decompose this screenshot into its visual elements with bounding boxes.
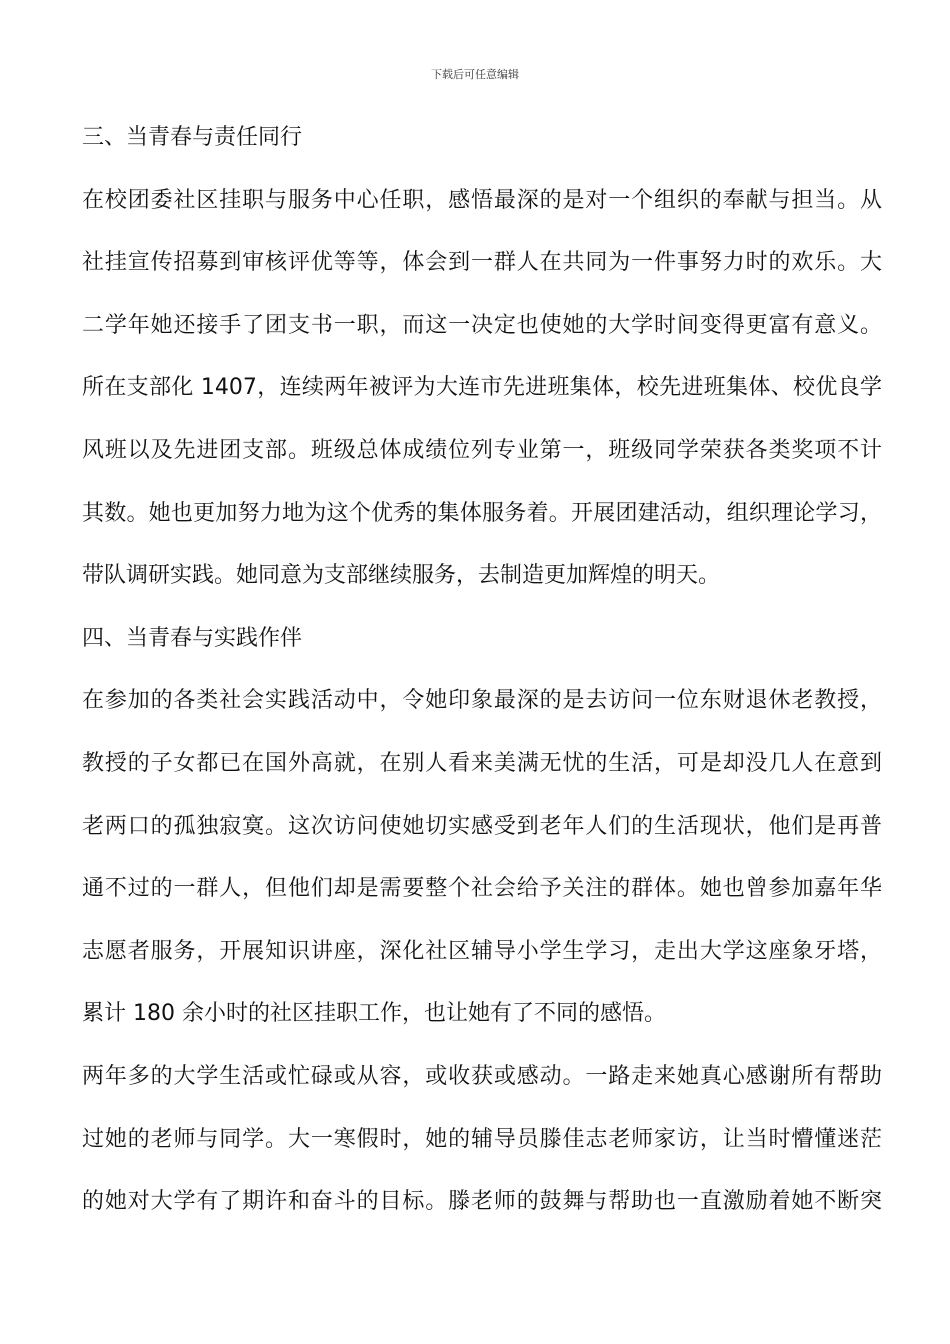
paragraph-line: 在参加的各类社会实践活动中，令她印象最深的是去访问一位东财退休老教授， [82,688,882,714]
paragraph-line: 志愿者服务，开展知识讲座，深化社区辅导小学生学习，走出大学这座象牙塔， [82,938,882,964]
document-body [82,122,882,1249]
paragraph-line: 累计 180 余小时的社区挂职工作，也让她有了不同的感悟。 [82,1001,666,1027]
paragraph-line: 社挂宣传招募到审核评优等等，体会到一群人在共同为一件事努力时的欢乐。大 [82,250,882,276]
paragraph-line: 带队调研实践。她同意为支部继续服务，去制造更加辉煌的明天。 [82,563,721,589]
page-header-note: 下载后可任意编辑 [431,68,519,81]
paragraph-line: 教授的子女都已在国外高就，在别人看来美满无忧的生活，可是却没几人在意到 [82,750,882,776]
paragraph-line: 风班以及先进团支部。班级总体成绩位列专业第一，班级同学荣获各类奖项不计 [82,437,882,463]
paragraph-line: 其数。她也更加努力地为这个优秀的集体服务着。开展团建活动，组织理论学习， [82,500,882,526]
paragraph-line: 老两口的孤独寂寞。这次访问使她切实感受到老年人们的生活现状，他们是再普 [82,813,882,839]
paragraph-line: 二学年她还接手了团支书一职，而这一决定也使她的大学时间变得更富有意义。 [82,312,882,338]
paragraph-line: 的她对大学有了期许和奋斗的目标。滕老师的鼓舞与帮助也一直激励着她不断突 [82,1189,882,1215]
section-heading: 三、当青春与责任同行 [82,125,303,150]
section-heading: 四、当青春与实践作伴 [82,625,303,651]
paragraph-line: 在校团委社区挂职与服务中心任职，感悟最深的是对一个组织的奉献与担当。从 [82,187,882,213]
paragraph-line: 通不过的一群人，但他们却是需要整个社会给予关注的群体。她也曾参加嘉年华 [82,876,882,902]
paragraph-line: 所在支部化 1407，连续两年被评为大连市先进班集体，校先进班集体、校优良学 [82,375,882,401]
paragraph-line: 两年多的大学生活或忙碌或从容，或收获或感动。一路走来她真心感谢所有帮助 [82,1063,882,1089]
paragraph-line: 过她的老师与同学。大一寒假时，她的辅导员滕佳志老师家访，让当时懵懂迷茫 [82,1126,882,1152]
